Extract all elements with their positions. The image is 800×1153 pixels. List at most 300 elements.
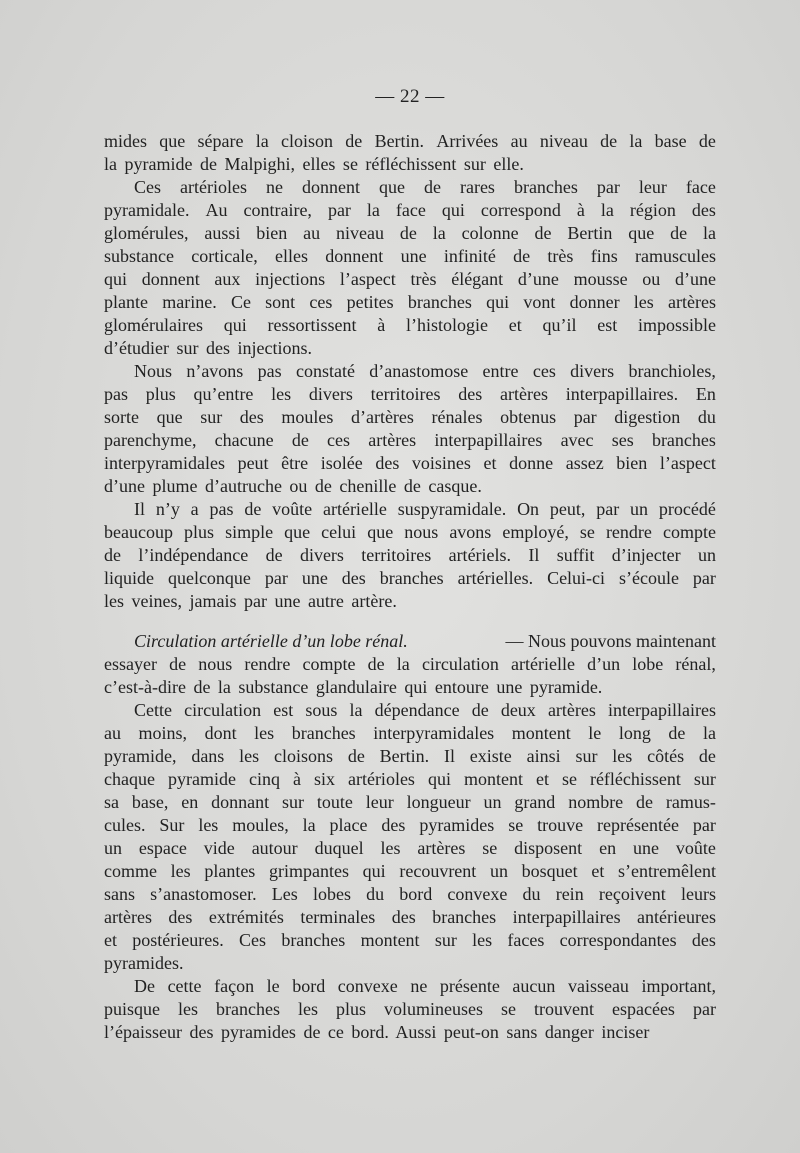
word: Cette [134,700,172,720]
word: artérielles. [457,568,534,588]
word: la [349,700,363,720]
word: présente [439,976,500,996]
word: quelconque [167,568,251,588]
word: côtés [647,746,685,766]
line-text: d’étudier sur des injections. [104,338,312,358]
word: du [697,407,716,427]
word: extrémités [208,907,284,927]
word: sépare [197,131,244,151]
word: longueur [406,792,471,812]
word: donnent [325,246,384,266]
word: à [292,769,301,789]
word: sur [434,930,457,950]
word: volumineuses [383,999,483,1019]
word: montent [511,723,571,743]
word: rendre [605,522,652,542]
word: de [471,700,489,720]
word: peut [237,453,269,473]
word: long [618,723,651,743]
word: branches [281,930,346,950]
text-line [104,906,716,929]
text-line [104,975,716,998]
word: la [255,131,269,151]
word: important, [641,976,716,996]
word: d’une [517,269,559,289]
word: s’écoule [619,568,679,588]
word: En [695,384,716,404]
word: qui [223,315,247,335]
text-line [104,590,716,613]
text-line [104,722,716,745]
word: l’histologie [405,315,488,335]
word: leurs [680,884,716,904]
word: en [181,792,199,812]
word: divers [308,384,353,404]
section-heading: Circulation artérielle d’un lobe rénal. [134,631,408,651]
word: et [508,315,522,335]
word: de [670,223,688,243]
word: bien [616,453,648,473]
word: circulation [421,654,499,674]
word: se [508,815,524,835]
word: s’anastomoser. [150,884,257,904]
word: lobes [312,884,351,904]
word: toute [316,792,353,812]
word: Ces [134,177,161,197]
word: dépendance [374,700,460,720]
text-line [104,452,716,475]
text-line [104,383,716,406]
word: liquide [104,568,154,588]
word: recouvrent [399,861,477,881]
word: ramus- [665,792,716,812]
word: des [341,568,366,588]
word: mides [104,131,147,151]
word: un [483,792,502,812]
word: interpapillaires [512,907,621,927]
word: leur [638,177,667,197]
word: artérielle [511,654,575,674]
word: à [576,200,585,220]
word: plus [145,384,176,404]
word: s’entremêlent [618,861,716,881]
section-gap [104,613,716,630]
page-number: — 22 — [375,86,445,107]
paragraph [104,360,716,498]
word: niveau [335,223,384,243]
word: face [395,200,426,220]
word: la [366,200,380,220]
word: artérioles [180,177,247,197]
word: procédé [658,499,716,519]
word: branches [407,292,472,312]
word: glomérulaires [104,315,203,335]
word: autour [251,838,298,858]
word: Bertin. [374,131,425,151]
word: comme [104,861,157,881]
word: ressortissent [267,315,357,335]
word: que [284,522,311,542]
word: la [702,723,716,743]
word: artères [500,384,548,404]
word: On [517,499,540,519]
word: d’anastomose [369,361,469,381]
word: pyramide, [104,746,177,766]
word: beaucoup [104,522,173,542]
text-line [104,475,716,498]
word: glomérules, [104,223,189,243]
word: des [239,407,264,427]
word: artères [668,292,716,312]
word: les [239,746,260,766]
text-line [104,291,716,314]
word: circulation [184,700,262,720]
word: cloison [281,131,334,151]
word: des [691,200,716,220]
word: l’indépendance [138,545,249,565]
word: que [628,223,655,243]
text-line [104,860,716,883]
word: impossible [637,315,716,335]
word: territoires [361,545,432,565]
text-line [104,676,716,699]
word: n’avons [186,361,244,381]
word: donne [509,453,554,473]
text-line [104,222,716,245]
word: de [698,746,716,766]
word: une [633,838,659,858]
word: puisque [104,999,160,1019]
word: sorte [104,407,139,427]
word: existe [469,746,512,766]
word: une [301,568,328,588]
word: que [156,407,183,427]
word: se [482,838,498,858]
word: bord [399,884,433,904]
word: aucun [512,976,556,996]
word: plus [184,522,215,542]
word: Bertin. [379,746,430,766]
text-line [104,929,716,952]
word: qui [486,292,510,312]
word: être [281,453,309,473]
word: de [265,545,283,565]
word: fins [590,246,618,266]
word: donnent [301,177,360,197]
word: la [432,223,446,243]
word: de [291,430,309,450]
heading-continuation: — Nous pouvons maintenant [505,631,716,651]
word: suffit [556,545,595,565]
word: vont [523,292,556,312]
word: des [458,384,483,404]
word: artérielle [322,499,387,519]
word: vaisseau [567,976,629,996]
word: interpapillaires. [565,384,679,404]
word: voûte [272,499,313,519]
word: les [633,292,654,312]
word: corticale, [191,246,258,266]
word: du [522,884,541,904]
text-line [104,268,716,291]
word: a [190,499,199,519]
body-text [104,130,716,1044]
word: rénal, [675,654,716,674]
word: disposent [514,838,583,858]
word: l’aspect [339,269,396,289]
word: réfléchissent [589,769,681,789]
word: en [599,838,617,858]
word: sans [104,884,135,904]
word: ces [327,430,351,450]
word: sont [265,292,296,312]
word: de [345,131,363,151]
word: duquel [314,838,364,858]
word: divers [299,545,344,565]
paragraph [104,630,716,699]
word: un [630,499,649,519]
word: suspyramidale. [397,499,507,519]
word: la [302,815,316,835]
word: correspond [480,200,561,220]
word: voûte [675,838,716,858]
word: sa [104,792,119,812]
word: bosquet [521,861,578,881]
word: compte [302,654,356,674]
word: dont [204,723,237,743]
word: pas [104,384,128,404]
word: Il [528,545,540,565]
word: rein [555,884,584,904]
word: ces [309,292,333,312]
word: branches [432,907,497,927]
word: de [534,223,552,243]
word: dans [191,746,225,766]
word: digestion [614,407,681,427]
word: de [399,223,417,243]
word: au [104,723,121,743]
word: Au [205,200,228,220]
word: n’y [155,499,180,519]
text-line [104,360,716,383]
word: d’un [587,654,621,674]
word: région [629,200,676,220]
word: compte [662,522,716,542]
word: Celui-ci [547,568,606,588]
paragraph [104,699,716,975]
word: de [600,131,618,151]
word: ne [265,177,283,197]
word: petites [346,292,394,312]
text-line [104,745,716,768]
word: la [396,654,410,674]
text-line [104,199,716,222]
word: Ce [230,292,251,312]
word: par [573,407,597,427]
text-line [104,153,716,176]
word: assez [565,453,604,473]
text-line [104,521,716,544]
line-text: pyramides. [104,953,184,973]
word: base [654,131,687,151]
word: nous [404,522,439,542]
word: nombre [568,792,624,812]
word: branchioles, [628,361,716,381]
word: les [612,746,633,766]
line-text: la pyramide de Malpighi, elles se réfléchissent sur elle. [104,154,524,174]
word: antérieures [637,907,716,927]
word: et [483,453,497,473]
word: les [254,723,275,743]
text-line [104,498,716,521]
word: peut, [549,499,586,519]
word: qui [441,200,465,220]
word: montent [463,769,523,789]
word: territoires [370,384,441,404]
word: rendre [244,654,291,674]
word: artérioles [347,769,415,789]
word: par [692,999,716,1019]
text-line [104,814,716,837]
word: convexe [447,884,508,904]
word: et [535,769,549,789]
text-line [104,245,716,268]
word: cloisons [273,746,333,766]
paragraph [104,975,716,1044]
word: les [297,999,318,1019]
word: des [375,453,400,473]
line-text: c’est-à-dire de la substance glandulaire qui entoure une pyramide. [104,677,603,697]
word: moins, [138,723,188,743]
word: interpyramidales [104,453,225,473]
word: correspondantes [559,930,677,950]
word: de [668,723,686,743]
word: chaque [104,769,155,789]
word: d’artères [350,407,414,427]
text-line [104,630,716,653]
text-line [104,768,716,791]
word: branches [379,568,444,588]
text-line [104,406,716,429]
word: sur [693,769,716,789]
text-line [104,883,716,906]
word: que [159,131,186,151]
word: ses [611,430,634,450]
word: simple [225,522,274,542]
word: Arrivées [436,131,499,151]
word: de [423,177,441,197]
word: les [170,861,191,881]
word: base, [131,792,169,812]
word: élégant [451,269,504,289]
line-text: les veines, jamais par une autre artère. [104,591,397,611]
word: le [266,976,280,996]
word: De [134,976,155,996]
word: artères [104,907,152,927]
word: ces [532,361,556,381]
word: qu’il [542,315,577,335]
word: que [378,177,405,197]
text-line [104,998,716,1021]
word: Il [443,746,455,766]
word: que [367,522,394,542]
word: les [380,838,401,858]
word: contraire, [243,200,312,220]
word: infinité [443,246,496,266]
word: interpapillaires [608,700,716,720]
word: la [600,200,614,220]
word: qui [427,769,451,789]
word: représentée [597,815,679,835]
word: un [489,861,508,881]
word: mousse [573,269,628,289]
word: se [500,999,516,1019]
word: donnent [141,269,200,289]
word: ne [410,976,428,996]
word: obtenus [500,407,557,427]
word: de [513,246,531,266]
text-line [104,653,716,676]
word: artériels. [448,545,512,565]
word: branches [291,723,356,743]
word: Il [134,499,145,519]
word: très [410,269,437,289]
word: faces [507,930,545,950]
word: pyramides [419,815,495,835]
word: vide [203,838,235,858]
word: Bertin [567,223,613,243]
text-line [104,952,716,975]
word: est [597,315,618,335]
word: injections [255,269,326,289]
word: de [347,746,365,766]
word: cules. [104,815,146,835]
word: du [366,884,385,904]
word: les [271,384,292,404]
word: aussi [204,223,241,243]
word: des [381,815,406,835]
word: celui [321,522,357,542]
word: sous [305,700,338,720]
text-line [104,791,716,814]
word: l’aspect [659,453,716,473]
word: Nous [134,361,173,381]
word: de [636,792,654,812]
text-line [104,544,716,567]
word: voisines [411,453,471,473]
word: et [104,930,117,950]
word: par [692,568,716,588]
word: par [596,499,620,519]
word: cette [167,976,202,996]
word: essayer [104,654,157,674]
word: moules [281,407,334,427]
word: ainsi [526,746,561,766]
word: par [596,177,620,197]
word: convexe [337,976,398,996]
word: pyramidale. [104,200,190,220]
word: pas [257,361,282,381]
word: par [327,200,351,220]
word: montent [360,930,420,950]
word: branches [513,177,578,197]
word: qu’entre [193,384,254,404]
word: postérieures. [132,930,224,950]
paragraph [104,176,716,360]
word: se [579,522,595,542]
word: au [510,131,528,151]
word: artères [547,700,596,720]
